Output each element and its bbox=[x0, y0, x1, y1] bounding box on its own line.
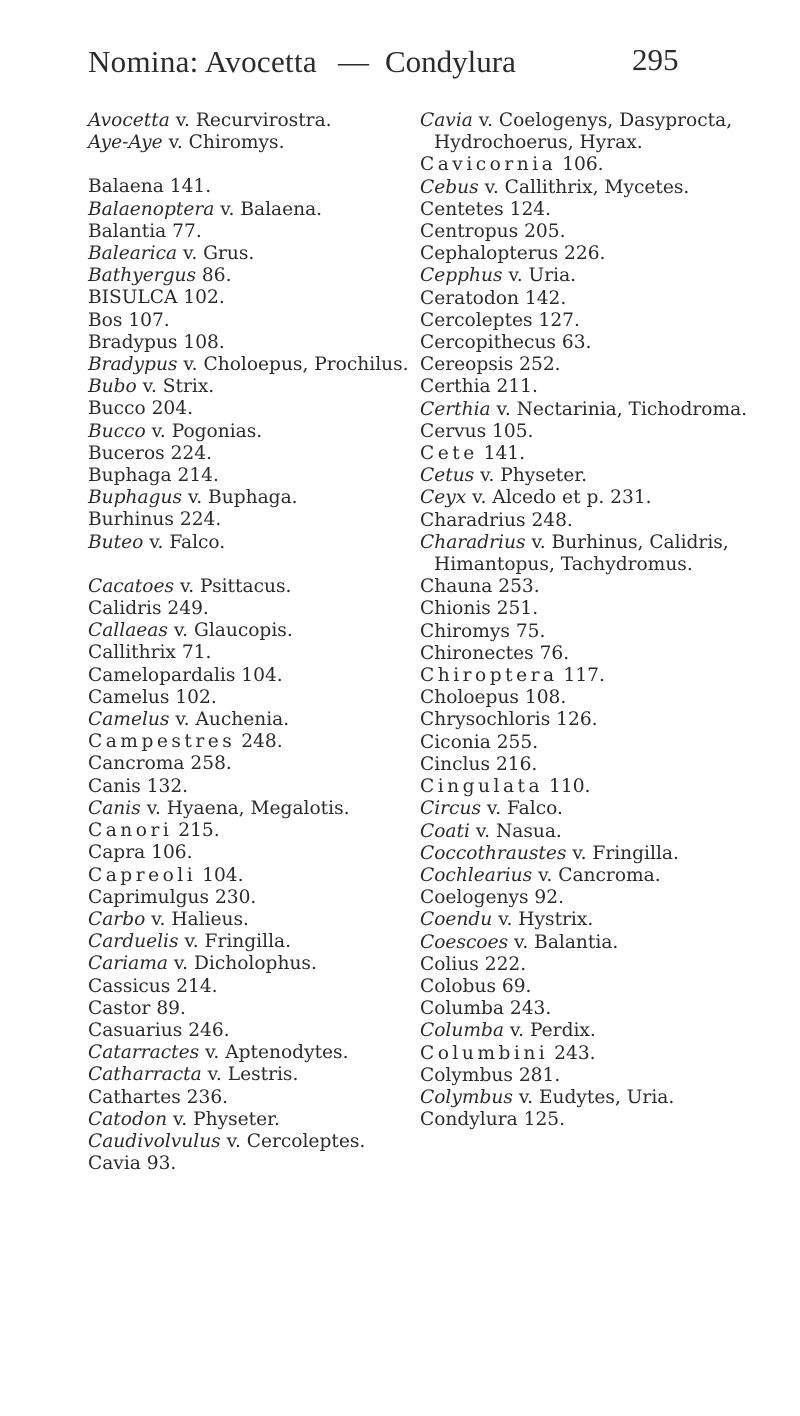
index-entry bbox=[420, 510, 775, 532]
entry-reference: 141. bbox=[163, 176, 212, 198]
index-entry bbox=[88, 243, 418, 265]
entry-term: Coendu bbox=[420, 909, 493, 931]
entry-term: Colymbus bbox=[420, 1064, 513, 1086]
entry-reference: v. Burhinus, Calidris, Himantopus, Tachydromus. bbox=[434, 531, 729, 576]
entry-term: Circus bbox=[420, 798, 481, 820]
index-entry bbox=[420, 576, 775, 598]
index-entry bbox=[88, 687, 418, 709]
entry-reference: 86. bbox=[196, 265, 232, 287]
index-entry bbox=[420, 909, 775, 931]
entry-reference: 105. bbox=[486, 420, 534, 442]
index-entry bbox=[88, 865, 418, 887]
index-entry bbox=[88, 776, 418, 798]
index-entry bbox=[88, 443, 418, 465]
index-entry bbox=[420, 443, 775, 465]
entry-reference: 281. bbox=[512, 1064, 561, 1086]
entry-reference: 252. bbox=[513, 354, 561, 376]
entry-term: Callaeas bbox=[88, 620, 168, 642]
index-entry bbox=[420, 776, 775, 798]
entry-term: Coati bbox=[420, 820, 470, 842]
index-entry bbox=[88, 509, 418, 531]
index-entry bbox=[420, 1087, 775, 1109]
entry-term: BISULCA bbox=[88, 287, 178, 309]
entry-term: Bubo bbox=[88, 376, 137, 398]
index-entry bbox=[88, 976, 418, 998]
entry-term: Callithrix bbox=[88, 642, 176, 664]
index-entry bbox=[88, 798, 418, 820]
running-head-dash: — bbox=[338, 44, 369, 79]
index-entry bbox=[420, 821, 775, 843]
index-entry bbox=[420, 354, 775, 376]
entry-term: Bucco bbox=[88, 420, 146, 442]
entry-reference: v. Choloepus, Prochilus. bbox=[177, 354, 409, 376]
entry-reference: 214. bbox=[171, 465, 219, 487]
index-entry bbox=[420, 1065, 775, 1087]
section-gap bbox=[88, 554, 418, 576]
entry-reference: 132. bbox=[140, 775, 189, 797]
entry-reference: v. Nectarinia, Tichodroma. bbox=[490, 398, 748, 420]
running-head-right: Condylura bbox=[385, 44, 516, 79]
entry-term: Capreoli bbox=[88, 864, 197, 886]
entry-term: Cochlearius bbox=[420, 864, 533, 886]
entry-reference: 258. bbox=[184, 753, 232, 775]
entry-reference: 246. bbox=[182, 1019, 230, 1041]
entry-term: Caudivolvulus bbox=[88, 1130, 221, 1152]
entry-reference: 224. bbox=[173, 509, 222, 531]
entry-reference: v. Strix. bbox=[136, 376, 215, 398]
entry-reference: v. Physeter. bbox=[474, 465, 588, 487]
entry-term: Chiromys bbox=[420, 620, 510, 642]
entry-reference: 204. bbox=[145, 398, 193, 420]
entry-term: Choloepus bbox=[420, 687, 519, 709]
entry-term: Condylura bbox=[420, 1109, 518, 1131]
entry-reference: v. Cercoleptes. bbox=[220, 1130, 366, 1152]
entry-reference: 92. bbox=[528, 887, 564, 909]
index-column-left bbox=[88, 110, 418, 1175]
entry-reference: 108. bbox=[177, 331, 225, 353]
entry-term: Cavia bbox=[420, 110, 473, 131]
index-entry bbox=[88, 354, 418, 376]
index-entry bbox=[88, 598, 418, 620]
entry-term: Coccothraustes bbox=[420, 842, 567, 864]
entry-term: Charadrius bbox=[420, 509, 526, 531]
entry-term: Caprimulgus bbox=[88, 886, 210, 908]
index-entry bbox=[420, 754, 775, 776]
entry-reference: 106. bbox=[145, 842, 193, 864]
entry-reference: v. Grus. bbox=[177, 243, 255, 265]
index-entry bbox=[420, 399, 775, 421]
entry-reference: v. Physeter. bbox=[167, 1108, 280, 1130]
index-entry bbox=[420, 532, 775, 576]
entry-reference: v. Perdix. bbox=[503, 1020, 596, 1042]
entry-term: Cepphus bbox=[420, 265, 503, 287]
entry-term: Balearica bbox=[88, 243, 178, 265]
entry-reference: v. Nasua. bbox=[469, 820, 562, 842]
index-entry bbox=[88, 199, 418, 221]
entry-term: Buceros bbox=[88, 442, 165, 464]
entry-reference: 76. bbox=[533, 642, 570, 664]
index-entry bbox=[88, 753, 418, 775]
entry-term: Coelogenys bbox=[420, 887, 529, 909]
entry-term: Casuarius bbox=[88, 1019, 183, 1041]
index-entry bbox=[88, 576, 418, 598]
entry-term: Bradypus bbox=[88, 331, 178, 353]
index-entry bbox=[420, 421, 775, 443]
index-entry bbox=[88, 931, 418, 953]
index-entry bbox=[88, 953, 418, 975]
index-entry bbox=[88, 1042, 418, 1064]
index-entry bbox=[420, 798, 775, 820]
entry-reference: 205. bbox=[518, 221, 566, 243]
index-entry bbox=[88, 665, 418, 687]
index-entry bbox=[88, 709, 418, 731]
entry-reference: 93. bbox=[140, 1153, 177, 1175]
index-entry bbox=[420, 932, 775, 954]
entry-reference: 107. bbox=[122, 309, 170, 331]
index-entry bbox=[420, 465, 775, 487]
entry-term: Balantia bbox=[88, 220, 167, 242]
entry-reference: v. Falco. bbox=[143, 531, 226, 553]
index-entry bbox=[88, 842, 418, 864]
entry-reference: 243. bbox=[548, 1042, 596, 1064]
index-entry bbox=[420, 310, 775, 332]
entry-reference: 248. bbox=[525, 509, 573, 531]
entry-term: Cinclus bbox=[420, 753, 491, 775]
entry-reference: 124. bbox=[503, 198, 552, 220]
entry-term: Cavia bbox=[88, 1153, 141, 1175]
entry-reference: 243. bbox=[503, 998, 552, 1020]
entry-term: Certhia bbox=[420, 398, 491, 420]
index-entry bbox=[420, 687, 775, 709]
entry-reference: v. Balaena. bbox=[214, 198, 323, 220]
entry-reference: v. Hyaena, Megalotis. bbox=[140, 797, 350, 819]
entry-term: Canis bbox=[88, 797, 141, 819]
index-entry bbox=[88, 110, 418, 132]
index-entry bbox=[420, 376, 775, 398]
entry-reference: v. Uria. bbox=[502, 265, 577, 287]
entry-reference: 248. bbox=[235, 731, 283, 753]
index-entry bbox=[88, 132, 418, 154]
entry-term: Centetes bbox=[420, 198, 504, 220]
entry-reference: v. Lestris. bbox=[201, 1064, 299, 1086]
entry-term: Columba bbox=[420, 998, 504, 1020]
entry-term: Aye-Aye bbox=[88, 132, 163, 154]
entry-term: Buphagus bbox=[88, 487, 183, 509]
entry-term: Cereopsis bbox=[420, 354, 514, 376]
entry-term: Columba bbox=[420, 1020, 504, 1042]
entry-reference: 108. bbox=[518, 687, 567, 709]
entry-reference: v. Coelogenys, Dasyprocta, Hydrochoerus, Hyrax. bbox=[434, 110, 733, 154]
entry-term: Chiroptera bbox=[420, 665, 558, 687]
entry-reference: v. Dicholophus. bbox=[167, 953, 317, 975]
entry-reference: 127. bbox=[532, 309, 580, 331]
entry-reference: v. Eudytes, Uria. bbox=[512, 1086, 675, 1108]
entry-reference: 126. bbox=[550, 709, 598, 731]
entry-term: Charadrius bbox=[420, 531, 526, 553]
index-entry bbox=[88, 465, 418, 487]
index-entry bbox=[420, 887, 775, 909]
entry-reference: 104. bbox=[196, 864, 244, 886]
entry-term: Bathyergus bbox=[88, 265, 197, 287]
index-entry bbox=[88, 1087, 418, 1109]
entry-term: Cathartes bbox=[88, 1086, 181, 1108]
entry-term: Bucco bbox=[88, 398, 146, 420]
entry-reference: 215. bbox=[172, 820, 220, 842]
index-entry bbox=[88, 1109, 418, 1131]
entry-term: Ciconia bbox=[420, 731, 491, 753]
entry-reference: v. Fringilla. bbox=[566, 842, 679, 864]
index-entry bbox=[420, 665, 775, 687]
index-entry bbox=[88, 398, 418, 420]
entry-term: Cebus bbox=[420, 176, 479, 198]
entry-reference: v. Callithrix, Mycetes. bbox=[478, 176, 690, 198]
index-entry bbox=[420, 621, 775, 643]
entry-term: Colobus bbox=[420, 975, 496, 997]
entry-term: Catharracta bbox=[88, 1064, 202, 1086]
entry-reference: 71. bbox=[175, 642, 212, 664]
entry-term: Chrysochloris bbox=[420, 709, 551, 731]
entry-term: Chionis bbox=[420, 598, 491, 620]
entry-reference: 77. bbox=[166, 220, 202, 242]
entry-reference: 255. bbox=[490, 731, 539, 753]
entry-term: Capra bbox=[88, 842, 146, 864]
index-entry bbox=[420, 643, 775, 665]
entry-reference: v. Chiromys. bbox=[162, 132, 285, 154]
entry-reference: 224. bbox=[164, 442, 212, 464]
entry-reference: 253. bbox=[492, 576, 540, 598]
entry-term: Balaenoptera bbox=[88, 198, 215, 220]
index-entry bbox=[88, 1131, 418, 1153]
entry-reference: v. Halieus. bbox=[145, 908, 249, 930]
entry-term: Cingulata bbox=[420, 776, 544, 798]
index-entry bbox=[88, 532, 418, 554]
entry-term: Cetus bbox=[420, 465, 475, 487]
entry-reference: 214. bbox=[170, 975, 218, 997]
entry-reference: 249. bbox=[161, 598, 209, 620]
index-column-right bbox=[420, 110, 775, 1131]
entry-reference: 104. bbox=[235, 664, 283, 686]
entry-term: Chauna bbox=[420, 576, 493, 598]
index-entry bbox=[420, 288, 775, 310]
index-entry bbox=[420, 598, 775, 620]
entry-reference: v. Glaucopis. bbox=[167, 620, 293, 642]
entry-term: Calidris bbox=[88, 598, 162, 620]
entry-term: Campestres bbox=[88, 731, 236, 753]
entry-reference: 142. bbox=[518, 287, 567, 309]
index-entry bbox=[88, 620, 418, 642]
index-entry bbox=[420, 732, 775, 754]
entry-term: Camelus bbox=[88, 709, 170, 731]
entry-term: Coescoes bbox=[420, 931, 509, 953]
section-gap bbox=[88, 154, 418, 176]
entry-reference: 102. bbox=[177, 287, 225, 309]
index-entry bbox=[88, 421, 418, 443]
entry-reference: 230. bbox=[209, 886, 257, 908]
entry-reference: v. Fringilla. bbox=[178, 931, 292, 953]
index-entry bbox=[88, 176, 418, 198]
index-entry bbox=[88, 221, 418, 243]
index-entry bbox=[88, 310, 418, 332]
index-entry bbox=[88, 376, 418, 398]
index-entry bbox=[88, 487, 418, 509]
entry-term: Chironectes bbox=[420, 642, 534, 664]
entry-term: Cercopithecus bbox=[420, 332, 556, 354]
entry-term: Carbo bbox=[88, 908, 146, 930]
entry-term: Bos bbox=[88, 309, 123, 331]
index-entry bbox=[420, 154, 775, 176]
index-entry bbox=[420, 1043, 775, 1065]
index-entry bbox=[420, 954, 775, 976]
entry-term: Burhinus bbox=[88, 509, 174, 531]
entry-reference: v. Pogonias. bbox=[145, 420, 263, 442]
index-entry bbox=[420, 709, 775, 731]
entry-reference: 102. bbox=[169, 686, 217, 708]
entry-reference: v. Recurvirostra. bbox=[169, 110, 332, 131]
entry-reference: 251. bbox=[490, 598, 539, 620]
index-entry bbox=[420, 243, 775, 265]
page-number: 295 bbox=[632, 42, 679, 77]
entry-term: Ceratodon bbox=[420, 287, 519, 309]
entry-term: Canori bbox=[88, 820, 173, 842]
entry-term: Camelus bbox=[88, 686, 170, 708]
entry-reference: v. Hystrix. bbox=[492, 909, 594, 931]
entry-term: Carduelis bbox=[88, 931, 179, 953]
entry-reference: 63. bbox=[555, 332, 592, 354]
entry-term: Cercoleptes bbox=[420, 309, 533, 331]
index-entry bbox=[420, 976, 775, 998]
entry-term: Cavicornia bbox=[420, 154, 557, 176]
entry-reference: 110. bbox=[543, 776, 591, 798]
entry-term: Cancroma bbox=[88, 753, 185, 775]
entry-term: Columbini bbox=[420, 1042, 549, 1064]
page-header bbox=[0, 0, 800, 100]
entry-reference: 226. bbox=[558, 243, 606, 265]
entry-term: Ceyx bbox=[420, 487, 467, 509]
index-entry bbox=[420, 865, 775, 887]
entry-term: Cacatoes bbox=[88, 575, 175, 597]
index-entry bbox=[88, 887, 418, 909]
entry-term: Catodon bbox=[88, 1108, 168, 1130]
index-entry bbox=[420, 199, 775, 221]
index-entry bbox=[420, 1020, 775, 1042]
index-entry bbox=[88, 909, 418, 931]
entry-reference: v. Alcedo et p. 231. bbox=[466, 487, 652, 509]
entry-term: Catarractes bbox=[88, 1042, 200, 1064]
entry-term: Avocetta bbox=[88, 110, 170, 131]
entry-term: Buteo bbox=[88, 531, 144, 553]
entry-reference: 106. bbox=[556, 154, 604, 176]
entry-term: Cariama bbox=[88, 953, 168, 975]
index-entry bbox=[88, 332, 418, 354]
entry-term: Buphaga bbox=[88, 465, 172, 487]
entry-reference: v. Aptenodytes. bbox=[199, 1042, 349, 1064]
index-entry bbox=[420, 110, 775, 154]
running-head-left: Nomina: Avocetta bbox=[88, 44, 317, 79]
entry-term: Bradypus bbox=[88, 354, 178, 376]
index-entry bbox=[420, 487, 775, 509]
entry-term: Cassicus bbox=[88, 975, 171, 997]
entry-reference: v. Cancroma. bbox=[532, 864, 661, 886]
entry-reference: 125. bbox=[517, 1109, 566, 1131]
entry-term: Cete bbox=[420, 443, 478, 465]
entry-reference: 222. bbox=[478, 953, 527, 975]
index-entry bbox=[88, 998, 418, 1020]
entry-term: Certhia bbox=[420, 376, 491, 398]
index-entry bbox=[420, 221, 775, 243]
entry-term: Colymbus bbox=[420, 1086, 513, 1108]
entry-term: Camelopardalis bbox=[88, 664, 236, 686]
entry-term: Cervus bbox=[420, 420, 487, 442]
entry-reference: v. Falco. bbox=[481, 798, 563, 820]
index-entry bbox=[420, 265, 775, 287]
entry-reference: 141. bbox=[477, 443, 526, 465]
entry-reference: 75. bbox=[509, 620, 546, 642]
entry-reference: 117. bbox=[557, 665, 605, 687]
index-entry bbox=[420, 332, 775, 354]
entry-reference: 216. bbox=[490, 753, 538, 775]
entry-term: Castor bbox=[88, 997, 151, 1019]
index-entry bbox=[88, 1064, 418, 1086]
entry-reference: v. Buphaga. bbox=[182, 487, 298, 509]
index-entry bbox=[88, 1020, 418, 1042]
index-entry bbox=[420, 998, 775, 1020]
index-entry bbox=[420, 1109, 775, 1131]
entry-reference: v. Auchenia. bbox=[169, 709, 290, 731]
index-entry bbox=[88, 820, 418, 842]
index-entry bbox=[420, 177, 775, 199]
entry-reference: v. Balantia. bbox=[508, 931, 619, 953]
entry-term: Centropus bbox=[420, 221, 519, 243]
index-entry bbox=[88, 287, 418, 309]
entry-term: Canis bbox=[88, 775, 141, 797]
entry-reference: v. Psittacus. bbox=[174, 575, 292, 597]
entry-term: Colius bbox=[420, 953, 479, 975]
entry-reference: 69. bbox=[495, 975, 532, 997]
entry-term: Cephalopterus bbox=[420, 243, 559, 265]
entry-reference: 211. bbox=[490, 376, 538, 398]
entry-reference: 236. bbox=[180, 1086, 229, 1108]
index-entry bbox=[88, 1153, 418, 1175]
index-entry bbox=[88, 265, 418, 287]
index-entry bbox=[88, 731, 418, 753]
index-entry bbox=[88, 642, 418, 664]
entry-reference: 89. bbox=[150, 997, 186, 1019]
entry-term: Balaena bbox=[88, 176, 164, 198]
index-entry bbox=[420, 843, 775, 865]
